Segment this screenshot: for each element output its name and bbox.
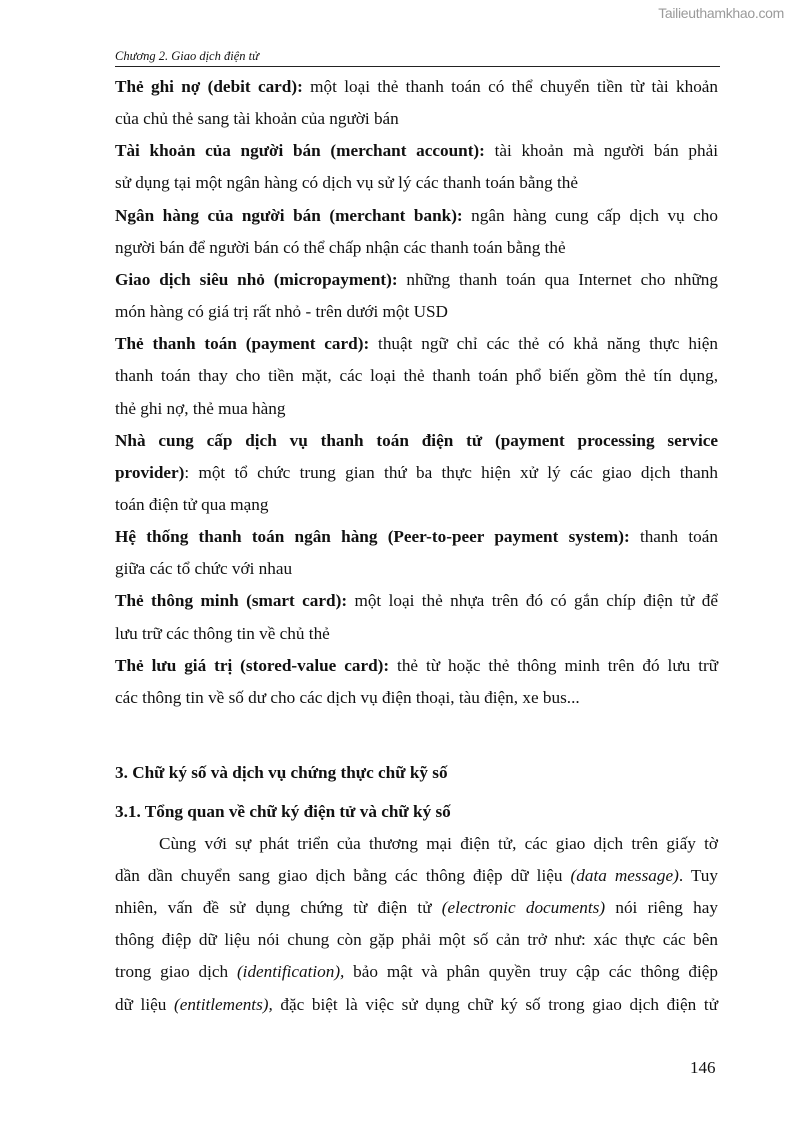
text-line: [115, 109, 718, 129]
text-line: [115, 656, 718, 676]
text-segment: dần dần chuyển sang giao dịch bằng các thông điệp dữ liệu: [115, 866, 571, 886]
text-line: [115, 206, 718, 226]
header-rule: [115, 66, 720, 67]
text-segment: những thanh toán qua Internet cho những: [397, 269, 718, 289]
term: Ngân hàng của người bán (merchant bank):: [115, 205, 463, 225]
term: Nhà cung cấp dịch vụ thanh toán điện tử (payment processing service: [115, 430, 718, 450]
text-segment: trong giao dịch: [115, 962, 237, 982]
text-line: [115, 898, 718, 918]
text-segment: các thông tin về số dư cho các dịch vụ điện thoại, tàu điện, xe bus...: [115, 687, 580, 707]
text-segment: nhiên, vấn đề sử dụng chứng từ điện tử: [115, 898, 442, 918]
text-segment: toán điện tử qua mạng: [115, 494, 269, 514]
text-segment: : một tổ chức trung gian thứ ba thực hiện xử lý các giao dịch thanh: [184, 462, 718, 482]
text-line: [115, 366, 718, 386]
text-line: [115, 834, 718, 854]
subsection-heading: 3.1. Tổng quan về chữ ký điện tử và chữ ký số: [115, 802, 451, 821]
text-segment: của chủ thẻ sang tài khoản của người bán: [115, 109, 399, 129]
text-segment: sử dụng tại một ngân hàng có dịch vụ sử lý các thanh toán bằng thẻ: [115, 173, 579, 193]
term: Thẻ lưu giá trị (stored-value card):: [115, 655, 390, 675]
watermark: Tailieuthamkhao.com: [658, 5, 784, 21]
text-segment: thông điệp dữ liệu nói chung còn gặp phải một số cản trở như: xác thực các bên: [115, 930, 718, 950]
term: Thẻ ghi nợ (debit card):: [115, 77, 303, 96]
text-line: [115, 431, 718, 451]
text-segment: . Tuy: [678, 866, 718, 886]
text-segment: món hàng có giá trị rất nhỏ - trên dưới một USD: [115, 302, 448, 322]
text-segment: một loại thẻ nhựa trên đó có gắn chíp điện tử để: [347, 591, 718, 611]
italic-term: (data message): [570, 866, 679, 886]
text-segment: thuật ngữ chỉ các thẻ có khả năng thực hiện: [369, 334, 719, 354]
term: Thẻ thanh toán (payment card):: [115, 334, 370, 354]
italic-term: (entitlements),: [173, 994, 273, 1014]
text-line: [115, 591, 718, 611]
text-segment: nói riêng hay: [605, 898, 718, 918]
text-segment: thanh toán thay cho tiền mặt, các loại thẻ thanh toán phổ biến gồm thẻ tín dụng,: [115, 366, 718, 386]
text-segment: dữ liệu: [115, 994, 174, 1014]
text-segment: Cùng với sự phát triển của thương mại điện tử, các giao dịch trên giấy tờ: [159, 834, 718, 853]
text-line: [115, 77, 718, 97]
text-line: [115, 962, 718, 982]
page-number: 146: [690, 1058, 716, 1077]
text-segment: bảo mật và phân quyền truy cập các thông điệp: [344, 962, 719, 982]
text-segment: lưu trữ các thông tin về chủ thẻ: [115, 623, 330, 643]
text-line: [115, 930, 718, 950]
text-line: [115, 527, 718, 547]
section-heading: 3. Chữ ký số và dịch vụ chứng thực chữ kỹ số: [115, 763, 448, 782]
text-line: [115, 866, 718, 886]
text-line: [115, 302, 718, 322]
text-segment: người bán để người bán có thể chấp nhận các thanh toán bằng thẻ: [115, 237, 566, 257]
text-line: [115, 463, 718, 483]
term: Hệ thống thanh toán ngân hàng (Peer-to-peer payment system):: [115, 527, 630, 547]
text-segment: tài khoản mà người bán phải: [484, 141, 718, 161]
text-line: [115, 270, 718, 290]
text-line: [115, 688, 718, 708]
term: provider): [115, 462, 185, 482]
text-segment: một loại thẻ thanh toán có thể chuyển tiền từ tài khoản: [302, 77, 719, 96]
text-segment: thanh toán: [629, 527, 718, 547]
text-segment: đặc biệt là việc sử dụng chữ ký số trong giao dịch điện tử: [272, 994, 719, 1014]
term: Tài khoản của người bán (merchant account):: [115, 141, 485, 161]
text-line: [115, 173, 718, 193]
text-line: [115, 334, 718, 354]
text-segment: giữa các tổ chức với nhau: [115, 559, 293, 579]
text-line: [115, 624, 718, 644]
text-line: [115, 495, 718, 515]
text-line: [115, 399, 718, 419]
text-line: [115, 141, 718, 161]
text-segment: thẻ từ hoặc thẻ thông minh trên đó lưu trữ: [389, 655, 719, 675]
term: Giao dịch siêu nhỏ (micropayment):: [115, 269, 398, 289]
italic-term: (electronic documents): [441, 898, 606, 918]
text-line: [115, 559, 718, 579]
text-segment: ngân hàng cung cấp dịch vụ cho: [462, 205, 718, 225]
running-header: Chương 2. Giao dịch điện tử: [115, 49, 259, 63]
text-line: [115, 238, 718, 258]
text-line: [115, 995, 718, 1015]
term: Thẻ thông minh (smart card):: [115, 591, 348, 611]
italic-term: (identification),: [236, 962, 345, 982]
text-segment: thẻ ghi nợ, thẻ mua hàng: [115, 398, 286, 418]
